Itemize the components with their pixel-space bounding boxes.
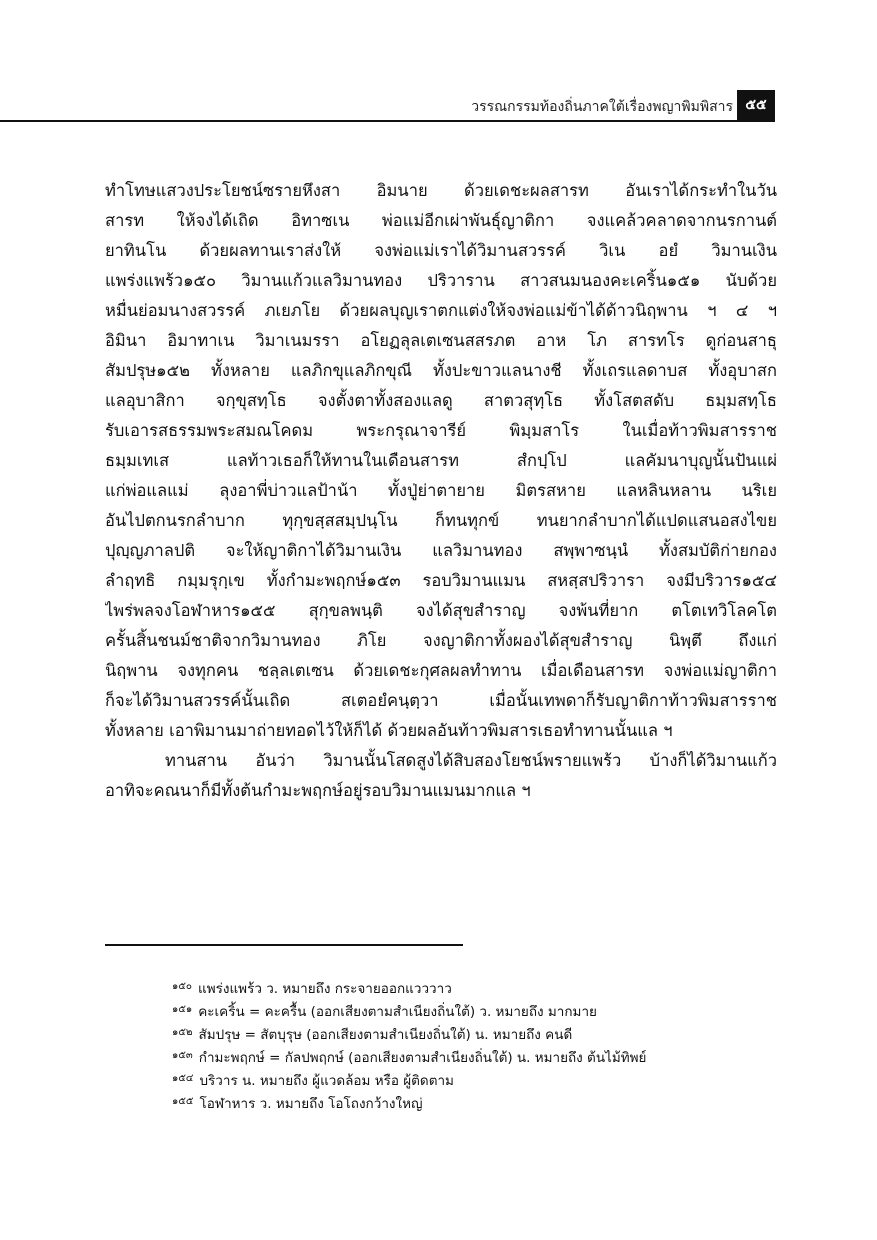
footnote	[172, 1067, 772, 1090]
body-line: ครั้นสิ้นชนม์ชาติจากวิมานทอง ภิโย จงญาติกาทั้งผองได้สุขสำราญ นิพฺตึ ถึงแก่	[105, 631, 777, 650]
footnote-text: กำมะพฤกษ์ = กัลปพฤกษ์ (ออกเสียงตามสำเนียงถิ่นใต้) น. หมายถึง ต้นไม้ทิพย์	[198, 1050, 647, 1066]
body-line: หมื่นย่อมนางสวรรค์ ภเยภโย ด้วยผลบุญเราตกแต่งให้จงพ่อแม่ข้าได้ด้าวนิฤพาน ฯ ๔ ฯ	[105, 301, 777, 320]
body-line: ลำฤทธิ กมฺมรุกฺเข ทั้งกำมะพฤกษ์๑๕๓ รอบวิมานแมน สหสฺสปริวารา จงมีบริวาร๑๕๔	[105, 571, 777, 590]
header-title: วรรณกรรมท้องถิ่นภาคใต้เรื่องพญาพิมพิสาร	[471, 99, 733, 115]
body-line: ปุญฺญภาลปติ จะให้ญาติกาได้วิมานเงิน แลวิมานทอง สพฺพาซนฺนํ ทั้งสมบัติก่ายกอง	[105, 541, 777, 560]
body-line: สารท ให้จงได้เถิด อิทาซเน พ่อแม่อีกเผ่าพันธุ์ญาติกา จงแคล้วคลาดจากนรกานต์	[105, 211, 777, 230]
footnote-text: แพร่งแพร้ว ว. หมายถึง กระจายออกแวววาว	[198, 981, 452, 997]
body-text	[105, 176, 777, 806]
footnote-text: บริวาร น. หมายถึง ผู้แวดล้อม หรือ ผู้ติดตาม	[199, 1073, 454, 1089]
footnote	[172, 998, 772, 1021]
footnote-number: ๑๕๓	[172, 1050, 193, 1061]
body-line: แพร่งแพร้ว๑๕๐ วิมานแก้วแลวิมานทอง ปริวาราน สาวสนมนองคะเคริ้น๑๕๑ นับด้วย	[105, 271, 777, 290]
body-line: อาทิจะคณนาก็มีทั้งต้นกำมะพฤกษ์อยู่รอบวิมานแมนมากแล ฯ	[105, 781, 531, 800]
footnote-text: สัมปรุษ = สัตบุรุษ (ออกเสียงตามสำเนียงถิ่นใต้) น. หมายถึง คนดี	[198, 1027, 573, 1043]
body-line: ยาทินโน ด้วยผลทานเราส่งให้ จงพ่อแม่เราได้วิมานสวรรค์ วิเน อยํ วิมานเงิน	[105, 241, 777, 260]
body-line: อิมินา อิมาทาเน วิมาเนมรรา อโยฏลุลเตเซนสสรภต อาห โภ สารทโร ดูก่อนสาธุ	[105, 331, 777, 350]
body-line: นิฤพาน จงทุกคน ชลฺลเตเซน ด้วยเดชะกุศลผลทำทาน เมื่อเดือนสารท จงพ่อแม่ญาติกา	[105, 661, 777, 680]
footnote-number: ๑๕๔	[172, 1073, 194, 1084]
footnote-separator	[105, 944, 463, 946]
footnote	[172, 1090, 772, 1113]
footnotes	[172, 975, 772, 1113]
footnote-number: ๑๕๕	[172, 1096, 194, 1107]
body-line: แลอุบาสิกา จกฺขุสทฺโธ จงตั้งตาทั้งสองแลดู สาตวสุทฺโธ ทั้งโสตสดับ ธมฺมสทฺโธ	[105, 391, 777, 410]
footnote-number: ๑๕๒	[172, 1027, 193, 1038]
footnote-text: โอฬาหาร ว. หมายถึง โอโถงกว้างใหญ่	[199, 1096, 423, 1112]
body-line: ธมฺมเทเส แลท้าวเธอก็ให้ทานในเดือนสารท สํกปฺโป แลคัมนาบุญนั้นปันแผ่	[105, 451, 777, 470]
body-line: ทั้งหลาย เอาพิมานมาถ่ายทอดไว้ให้ก็ได้ ด้วยผลอันท้าวพิมสารเธอทำทานนั้นแล ฯ	[105, 721, 673, 740]
page-number: ๕๕	[737, 90, 775, 120]
footnote-number: ๑๕๐	[172, 981, 193, 992]
footnote	[172, 1044, 772, 1067]
body-line: ไพร่พลจงโอฬาหาร๑๕๕ สุกฺขลพนฺติ จงได้สุขสำราญ จงพ้นที่ยาก ตโตเทวิโลคโต	[105, 601, 777, 620]
body-line: ก็จะได้วิมานสวรรค์นั้นเถิด สเตอยํคนฺตฺวา เมื่อนั้นเทพดาก็รับญาติกาท้าวพิมสารราช	[105, 691, 777, 710]
footnote	[172, 975, 772, 998]
footnote	[172, 1021, 772, 1044]
body-line: รับเอารสธรรมพระสมณโคดม พระกรุณาจารีย์ พิมฺมสาโร ในเมื่อท้าวพิมสารราช	[105, 421, 777, 440]
footnote-text: คะเคริ้น = คะครื้น (ออกเสียงตามสำเนียงถิ่นใต้) ว. หมายถึง มากมาย	[198, 1004, 597, 1020]
body-line: สัมปรุษ๑๕๒ ทั้งหลาย แลภิกขุแลภิกขุณี ทั้งปะขาวแลนางชี ทั้งเถรแลดาบส ทั้งอุบาสก	[105, 361, 777, 380]
paragraph-first-line: ทานสาน อันว่า วิมานนั้นโสดสูงได้สิบสองโยชน์พรายแพร้ว บ้างก็ได้วิมานแก้ว	[165, 751, 777, 770]
body-line: อันไปตกนรกลำบาก ทุกฺขสฺสสมฺปนฺโน ก็ทนทุกข์ ทนยากลำบากได้แปดแสนอสงไขย	[105, 511, 777, 530]
body-line: แก่พ่อแลแม่ ลุงอาพี่บ่าวแลป้าน้า ทั้งปู่ย่าตายาย มิตรสหาย แลหลินหลาน นริเย	[105, 481, 777, 500]
footnote-number: ๑๕๑	[172, 1004, 193, 1015]
running-header	[0, 90, 775, 122]
body-line: ทำโทษแสวงประโยชน์ซรายหึงสา อิมนาย ด้วยเดชะผลสารท อันเราได้กระทำในวัน	[105, 181, 777, 200]
